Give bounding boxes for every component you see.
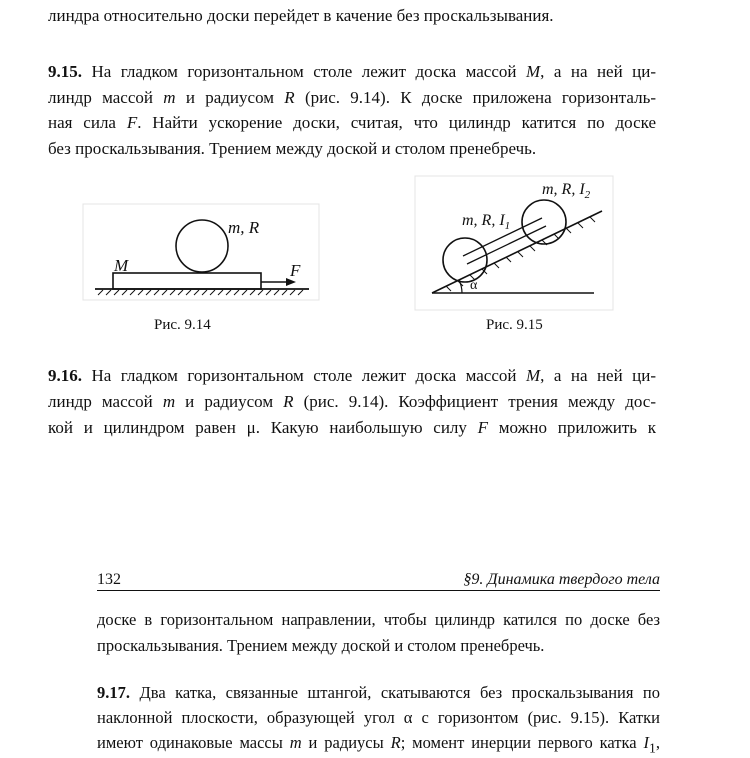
text: имеют одинаковые массы <box>97 733 290 752</box>
p915-line-1 <box>48 62 656 82</box>
figure-9-14-drawing <box>82 203 322 303</box>
section-title: §9. Динамика твердого тела <box>463 571 660 588</box>
roller-1 <box>443 238 487 282</box>
problem-number: 9.17. <box>97 683 130 702</box>
figure-9-15-drawing <box>414 175 614 311</box>
problem-number: 9.15. <box>48 62 82 81</box>
p916-line-1 <box>48 366 656 386</box>
var-R: R <box>390 733 401 752</box>
label-roller-1: m, R, $I_1$ <box>462 212 511 232</box>
p917-line-3 <box>97 733 660 758</box>
text: Два катка, связанные штангой, скатываются без проскальзывания по <box>139 683 660 702</box>
var-I: I <box>643 733 649 752</box>
label-cylinder: m, R <box>228 218 260 237</box>
roller-2 <box>522 200 566 244</box>
figure-9-15 <box>414 175 614 311</box>
var-m: m <box>163 88 176 107</box>
text: , а на ней ци- <box>540 366 656 385</box>
label-angle: α <box>470 278 478 293</box>
figure-frame <box>83 204 319 300</box>
text: кой и цилиндром равен μ. Какую наибольшую силу <box>48 418 478 437</box>
figure-9-14 <box>82 203 322 303</box>
var-M: M <box>525 366 541 385</box>
text: и радиусы <box>301 733 391 752</box>
continuation-line-1: доске в горизонтальном направлении, чтобы цилиндр катился по доске без <box>97 610 660 629</box>
p915-line-2 <box>48 88 656 108</box>
text: ная сила <box>48 113 127 132</box>
var-m: m <box>162 392 176 411</box>
continuation-line-2: проскальзывания. Трением между доской и столом пренебречь. <box>97 636 545 655</box>
p916-line-3 <box>48 418 656 438</box>
var-R: R <box>284 88 295 107</box>
text: ; момент инерции первого катка <box>400 733 644 752</box>
text: . Найти ускорение доски, считая, что цилиндр катится по доске <box>137 113 656 132</box>
running-head <box>97 571 660 591</box>
p915-line-3 <box>48 113 656 133</box>
label-force: F <box>290 261 301 280</box>
text: , <box>655 733 660 752</box>
text: и радиусом <box>175 88 285 107</box>
carry-over-line: линдра относительно доски перейдет в качение без проскальзывания. <box>48 6 554 25</box>
p915-line-4: без проскальзывания. Трением между доской и столом пренебречь. <box>48 139 537 158</box>
p916-line-2 <box>48 392 656 412</box>
caption-9-14: Рис. 9.14 <box>154 317 211 333</box>
subscript: 1 <box>648 740 656 756</box>
text: , а на ней ци- <box>540 62 656 81</box>
p917-line-2 <box>97 708 660 728</box>
text: и радиусом <box>175 392 284 411</box>
cylinder-circle <box>176 220 228 272</box>
var-F: F <box>126 113 138 132</box>
text: линдр массой <box>48 88 164 107</box>
text: можно приложить к <box>488 418 657 437</box>
running-head-rule <box>97 590 660 591</box>
text: линдр массой <box>48 392 163 411</box>
caption-9-15: Рис. 9.15 <box>486 317 543 333</box>
problem-number: 9.16. <box>48 366 82 385</box>
text: На гладком горизонтальном столе лежит доска массой <box>91 62 526 81</box>
var-m: m <box>289 733 302 752</box>
board-rect <box>113 273 261 289</box>
var-F: F <box>477 418 489 437</box>
label-board: M <box>114 256 129 275</box>
text: На гладком горизонтальном столе лежит доска массой <box>91 366 526 385</box>
page-number: 132 <box>97 571 121 588</box>
p917-line-1 <box>97 683 660 703</box>
text: наклонной плоскости, образующей угол α с горизонтом (рис. 9.15). Катки <box>97 708 660 727</box>
label-roller-2: m, R, $I_2$ <box>542 181 591 201</box>
text: (рис. 9.14). К доске приложена горизонталь- <box>294 88 657 107</box>
table-hatching <box>98 290 303 295</box>
text: (рис. 9.14). Коэффициент трения между дос- <box>293 392 656 411</box>
var-R: R <box>283 392 294 411</box>
var-M: M <box>525 62 541 81</box>
